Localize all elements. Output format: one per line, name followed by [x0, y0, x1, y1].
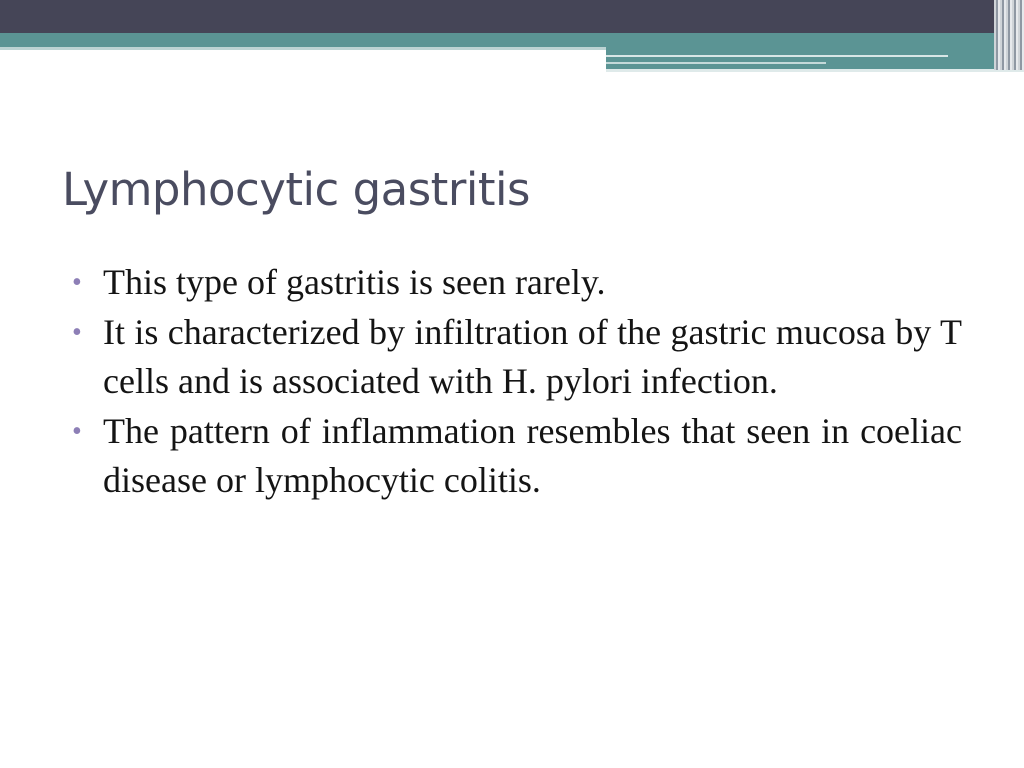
header-accent-line-2 [606, 62, 826, 64]
header-accent-underline [606, 69, 1024, 72]
bullet-item [72, 258, 962, 307]
header-band-light-line [0, 47, 606, 50]
header-accent-line-1 [606, 55, 948, 57]
header-band-teal [0, 33, 1024, 47]
slide-title: Lymphocytic gastritis [62, 163, 530, 216]
bullet-text: The pattern of inflammation resembles that seen in coeliac disease or lymphocytic colitis. [103, 411, 962, 500]
bullet-icon: • [72, 317, 82, 348]
bullet-icon: • [72, 416, 82, 447]
header-band-right-block [606, 47, 1024, 69]
bullet-item [72, 407, 962, 505]
bullet-text: This type of gastritis is seen rarely. [103, 262, 606, 302]
bullet-list [72, 258, 962, 506]
bullet-icon: • [72, 267, 82, 298]
header-band-dark [0, 0, 1024, 33]
bullet-text: It is characterized by infiltration of the gastric mucosa by T cells and is associated with H. pylori infection. [103, 312, 962, 401]
header-vertical-stripes [994, 0, 1024, 70]
bullet-item [72, 308, 962, 406]
